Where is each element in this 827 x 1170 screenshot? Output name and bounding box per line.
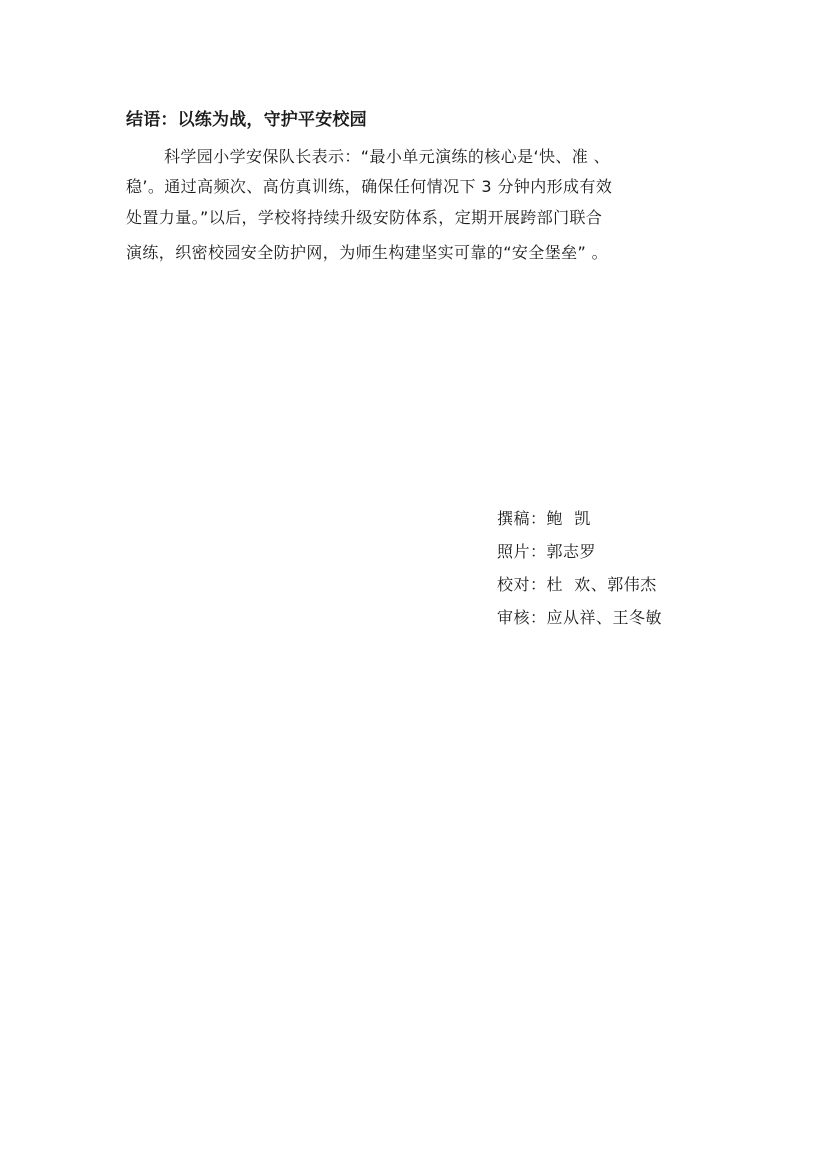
credit-label: 照片：: [497, 542, 547, 561]
paragraph-line: 演练，织密校园安全防护网，为师生构建坚实可靠的“安全堡垒” 。: [126, 243, 609, 262]
paragraph-line: 科学园小学安保队长表示：“最小单元演练的核心是‘快、准 、: [164, 147, 611, 166]
credit-label: 校对：: [497, 575, 547, 594]
credit-photo: [497, 541, 662, 574]
section-heading: 结语：以练为战，守护平安校园: [126, 110, 367, 130]
credit-writer: [497, 508, 662, 541]
credit-label: 撰稿：: [497, 509, 547, 528]
credit-value: 郭志罗: [546, 542, 597, 561]
paragraph-line: 处置力量。”以后，学校将持续升级安防体系，定期开展跨部门联合: [126, 208, 603, 227]
credits-block: [497, 508, 662, 640]
paragraph-line: 稳’。通过高频次、高仿真训练，确保任何情况下 3 分钟内形成有效: [126, 177, 613, 196]
credit-label: 审核：: [497, 608, 547, 627]
credit-value: 应从祥、王冬敏: [546, 608, 663, 627]
credit-proofread: [497, 574, 662, 607]
credit-review: [497, 607, 662, 640]
credit-value: 鲍 凯: [546, 509, 591, 528]
credit-value: 杜 欢、郭伟杰: [546, 575, 657, 594]
